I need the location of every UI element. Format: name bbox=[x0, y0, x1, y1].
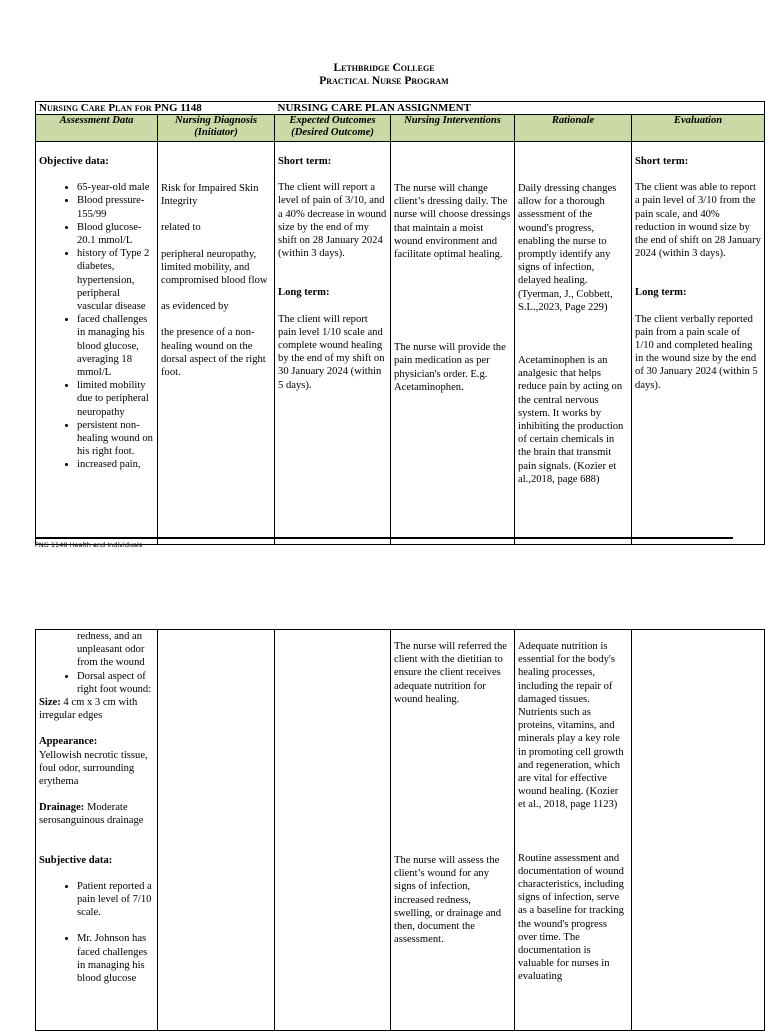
rationale-assessment: Routine assessment and documentation of wound characteristics, including signs of infection, serve as a baseline for tracking the wound's progress over time. The documentation is valuable for nurses in evaluating bbox=[518, 852, 624, 983]
diagnosis-factors: peripheral neuropathy, limited mobility, and compromised blood flow bbox=[161, 248, 268, 287]
diagnosis-cell-cont bbox=[158, 630, 275, 1031]
long-term-heading: Long term: bbox=[278, 287, 330, 299]
col-header-rationale: Rationale bbox=[515, 115, 632, 142]
col-header-diagnosis: Nursing Diagnosis (Initiator) bbox=[158, 115, 275, 142]
outcomes-cell bbox=[275, 142, 391, 545]
eval-long-heading: Long term: bbox=[635, 287, 687, 299]
interventions-cell bbox=[391, 142, 515, 545]
short-term-heading: Short term: bbox=[278, 156, 332, 167]
wound-size: Size: 4 cm x 3 cm with irregular edges bbox=[39, 697, 138, 722]
list-item-continued: redness, and an unpleasant odor from the wound bbox=[77, 631, 145, 669]
table-title-left: Nursing Care Plan for PNG 1148 bbox=[36, 102, 275, 115]
rationale-cell-cont bbox=[515, 630, 632, 1031]
list-item: • Blood pressure-155/99 bbox=[77, 194, 154, 220]
diagnosis-text: Risk for Impaired Skin Integrity bbox=[161, 183, 259, 208]
program-name: Practical Nurse Program bbox=[319, 75, 449, 87]
eval-short-text: The client was able to report a pain level of 3/10 from the pain scale, and 40% reduction in wound size by the end of shift on 28 January 2024 (within 3 days). bbox=[635, 182, 761, 260]
wound-list bbox=[39, 670, 154, 696]
list-item: • faced challenges in managing his blood glucose, averaging 18 mmol/L bbox=[77, 313, 154, 379]
objective-list bbox=[39, 181, 154, 471]
intervention-dressing: The nurse will change client’s dressing daily. The nurse will choose dressings that maintain a moist wound environment and facilitate optimal healing. bbox=[394, 183, 511, 261]
drainage: Drainage: Moderate serosanguinous drainage bbox=[39, 802, 144, 827]
diagnosis-evidence: the presence of a non-healing wound on the dorsal aspect of the right foot. bbox=[161, 327, 266, 379]
diagnosis-evidenced: as evidenced by bbox=[161, 301, 229, 313]
list-item: • Dorsal aspect of right foot wound: bbox=[77, 670, 154, 696]
eval-long-text: The client verbally reported pain from a pain scale of 1/10 and completed healing in the wound size by the end of 30 January 2024 (within 5 days). bbox=[635, 313, 758, 391]
appearance-text: Yellowish necrotic tissue, foul odor, surrounding erythema bbox=[39, 749, 148, 788]
evaluation-cell bbox=[632, 142, 765, 545]
eval-short-heading: Short term: bbox=[635, 156, 689, 167]
short-term-outcome: The client will report a level of pain of 3/10, and a 40% decrease in wound size by the end of my shift on 28 January 2024 (within 3 days). bbox=[278, 182, 387, 260]
objective-heading: Objective data: bbox=[39, 156, 109, 167]
list-item: • Blood glucose-20.1 mmol/L bbox=[77, 221, 154, 247]
col-header-assessment: Assessment Data bbox=[36, 115, 158, 142]
outcomes-cell-cont bbox=[275, 630, 391, 1031]
rationale-nutrition: Adequate nutrition is essential for the body's healing processes, including the repair of damaged tissues. Nutrients such as proteins, vitamins, and minerals play a key role in promoting cell growth and regeneration, which are vital for effective wound healing. (Kozier et al., 2018, page 1123) bbox=[518, 641, 624, 811]
diagnosis-cell bbox=[158, 142, 275, 545]
list-item: • increased pain, bbox=[77, 458, 154, 471]
subjective-list bbox=[39, 880, 154, 920]
care-plan-table-page2 bbox=[35, 629, 765, 1031]
table-title-right: NURSING CARE PLAN ASSIGNMENT bbox=[275, 102, 765, 115]
assessment-cell bbox=[36, 142, 158, 545]
col-header-outcomes: Expected Outcomes (Desired Outcome) bbox=[275, 115, 391, 142]
assessment-cell-cont bbox=[36, 630, 158, 1031]
subjective-list-2 bbox=[39, 932, 154, 985]
rationale-pain: Acetaminophen is an analgesic that helps reduce pain by acting on the central nervous system. It works by inhibiting the production of certain chemicals in the brain that transmit pain signals. (Kozier et al.,2018, page 688) bbox=[518, 355, 624, 485]
list-item: • Patient reported a pain level of 7/10 scale. bbox=[77, 880, 154, 920]
list-item: • history of Type 2 diabetes, hypertension, peripheral vascular disease bbox=[77, 247, 154, 313]
intervention-pain: The nurse will provide the pain medication as per physician's order. E.g. Acetaminophen. bbox=[394, 342, 506, 393]
intervention-dietitian: The nurse will referred the client with the dietitian to ensure the client receives adequate nutrition for wound healing. bbox=[394, 641, 507, 705]
care-plan-table-page1 bbox=[35, 101, 765, 545]
college-name: Lethbridge College bbox=[333, 62, 435, 74]
long-term-outcome: The client will report pain level 1/10 scale and complete wound healing by the end of my shift on 30 January 2024 (within 5 days). bbox=[278, 313, 385, 391]
page-footer: PNG 1148 Health and Individuals bbox=[35, 541, 143, 549]
rationale-cell bbox=[515, 142, 632, 545]
evaluation-cell-cont bbox=[632, 630, 765, 1031]
subjective-heading: Subjective data: bbox=[39, 854, 113, 866]
list-item: • limited mobility due to peripheral neuropathy bbox=[77, 379, 154, 419]
col-header-interventions: Nursing Interventions bbox=[391, 115, 515, 142]
appearance-label: Appearance: bbox=[39, 736, 98, 748]
intervention-assess-wound: The nurse will assess the client’s wound for any signs of infection, increased redness, swelling, or drainage and then, document the assessment. bbox=[394, 855, 502, 946]
list-item: • 65-year-old male bbox=[77, 181, 154, 194]
list-item: • persistent non-healing wound on his right foot. bbox=[77, 419, 154, 459]
footer-rule bbox=[35, 537, 733, 539]
list-item: • Mr. Johnson has faced challenges in managing his blood glucose bbox=[77, 932, 154, 985]
rationale-dressing: Daily dressing changes allow for a thorough assessment of the wound's progress, enabling the nurse to promptly identify any signs of infection, delayed healing. (Tyerman, J., Cobbett, S.L.,2023, Page 229) bbox=[518, 183, 617, 313]
interventions-cell-cont bbox=[391, 630, 515, 1031]
col-header-evaluation: Evaluation bbox=[632, 115, 765, 142]
diagnosis-related: related to bbox=[161, 222, 201, 234]
